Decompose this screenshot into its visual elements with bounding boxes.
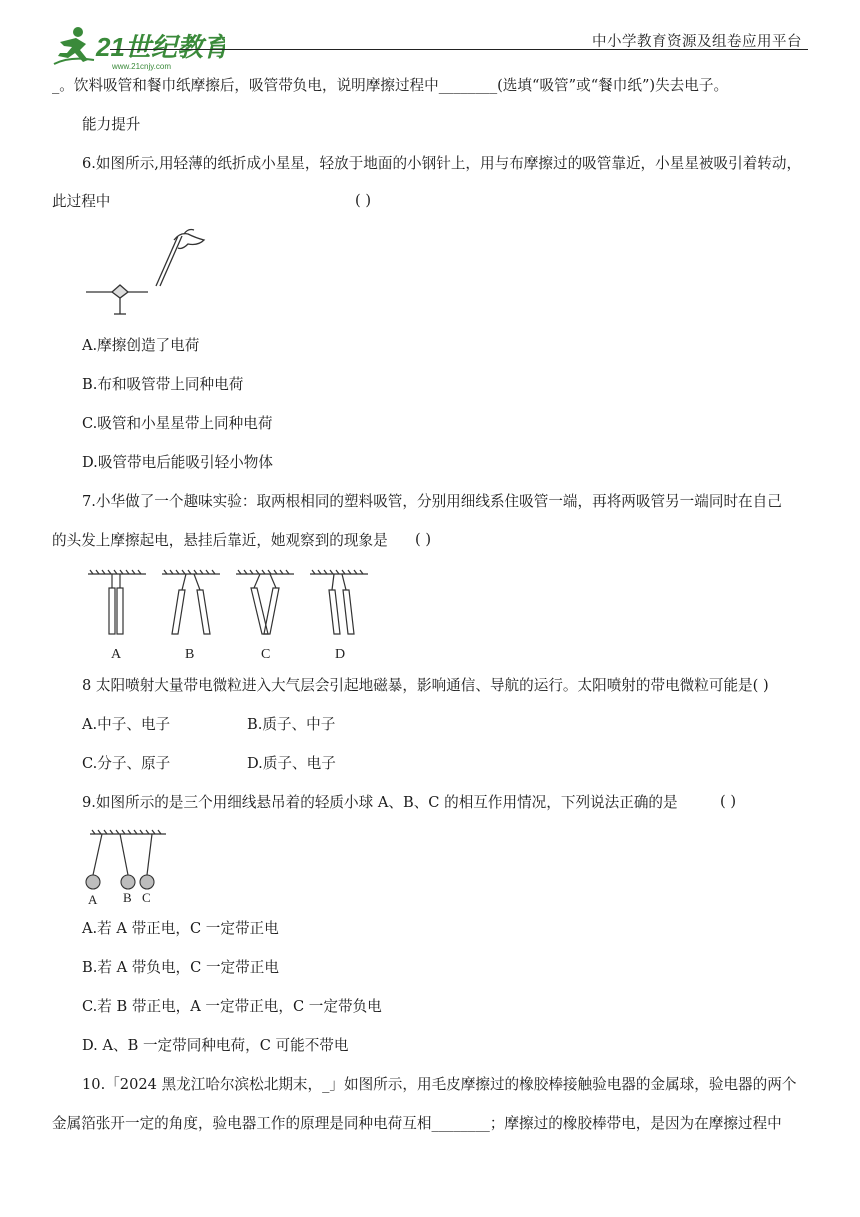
q7-label-c: C bbox=[261, 647, 271, 662]
q6-option-b: B.布和吸管带上同种电荷 bbox=[82, 376, 244, 393]
q6-stem-line1: 6.如图所示,用轻薄的纸折成小星星，轻放于地面的小钢针上，用与布摩擦过的吸管靠近，小星星被吸引着转动， bbox=[82, 155, 802, 172]
q7-stem-line2: 的头发上摩擦起电，悬挂后靠近，她观察到的现象是 bbox=[52, 532, 388, 549]
q7-figure bbox=[84, 566, 384, 662]
q8-option-a: A.中子、电子 bbox=[82, 716, 171, 733]
q6-option-c: C.吸管和小星星带上同种电荷 bbox=[82, 415, 273, 432]
header-divider bbox=[110, 49, 808, 50]
q8-stem: 8 太阳喷射大量带电微粒进入大气层会引起地磁暴，影响通信、导航的运行。太阳喷射的带电微粒可能是( ) bbox=[82, 677, 769, 694]
q9-label-b: B bbox=[123, 890, 132, 905]
q7-label-d: D bbox=[335, 647, 346, 662]
ball-b bbox=[121, 875, 135, 889]
q10-stem-line1: 10.「2024 黑龙江哈尔滨松北期末，_」如图所示，用毛皮摩擦过的橡胶棒接触验电器的金属球，验电器的两个 bbox=[82, 1076, 797, 1093]
q9-figure bbox=[84, 826, 174, 906]
q6-option-d: D.吸管带电后能吸引轻小物体 bbox=[82, 454, 273, 471]
q9-answer-blank: ( ) bbox=[720, 793, 737, 810]
q8-option-b: B.质子、中子 bbox=[247, 716, 336, 733]
q9-label-c: C bbox=[142, 890, 151, 905]
q10-stem-line2: 金属箔张开一定的角度，验电器工作的原理是同种电荷互相________；摩擦过的橡胶棒带电，是因为在摩擦过程中 bbox=[52, 1115, 782, 1132]
q8-option-d: D.质子、电子 bbox=[247, 755, 336, 772]
q7-answer-blank: ( ) bbox=[415, 531, 432, 548]
site-logo bbox=[50, 20, 225, 72]
q9-option-c: C.若 B 带正电，A 一定带正电，C 一定带负电 bbox=[82, 998, 382, 1015]
q7-stem-line1: 7.小华做了一个趣味实验：取两根相同的塑料吸管，分别用细线系住吸管一端，再将两吸管另一端同时在自己 bbox=[82, 493, 782, 510]
q9-option-b: B.若 A 带负电，C 一定带正电 bbox=[82, 959, 279, 976]
q9-label-a: A bbox=[88, 892, 98, 906]
ball-a bbox=[86, 875, 100, 889]
logo-text: 21世纪教育 bbox=[96, 32, 225, 62]
q7-label-a: A bbox=[111, 647, 122, 662]
q9-option-a: A.若 A 带正电，C 一定带正电 bbox=[82, 920, 279, 937]
ball-c bbox=[140, 875, 154, 889]
q6-option-a: A.摩擦创造了电荷 bbox=[82, 337, 200, 354]
q9-stem: 9.如图所示的是三个用细线悬吊着的轻质小球 A、B、C 的相互作用情况，下列说法正确的是 bbox=[82, 794, 678, 811]
section-heading: 能力提升 bbox=[82, 116, 141, 133]
q6-answer-blank: ( ) bbox=[355, 192, 372, 209]
runner-icon bbox=[54, 27, 94, 64]
q5-continuation: _。饮料吸管和餐巾纸摩擦后，吸管带负电，说明摩擦过程中________(选填“吸管”或“餐巾纸”)失去电子。 bbox=[52, 77, 729, 94]
q9-option-d: D. A、B 一定带同种电荷，C 可能不带电 bbox=[82, 1037, 349, 1054]
ceiling-hatch bbox=[88, 570, 368, 574]
q7-label-b: B bbox=[185, 647, 195, 662]
q8-option-c: C.分子、原子 bbox=[82, 755, 171, 772]
logo-url: www.21cnjy.com bbox=[112, 62, 171, 71]
platform-title: 中小学教育资源及组卷应用平台 bbox=[592, 34, 802, 50]
q6-figure bbox=[84, 228, 214, 320]
q6-stem-line2: 此过程中 bbox=[52, 193, 111, 210]
